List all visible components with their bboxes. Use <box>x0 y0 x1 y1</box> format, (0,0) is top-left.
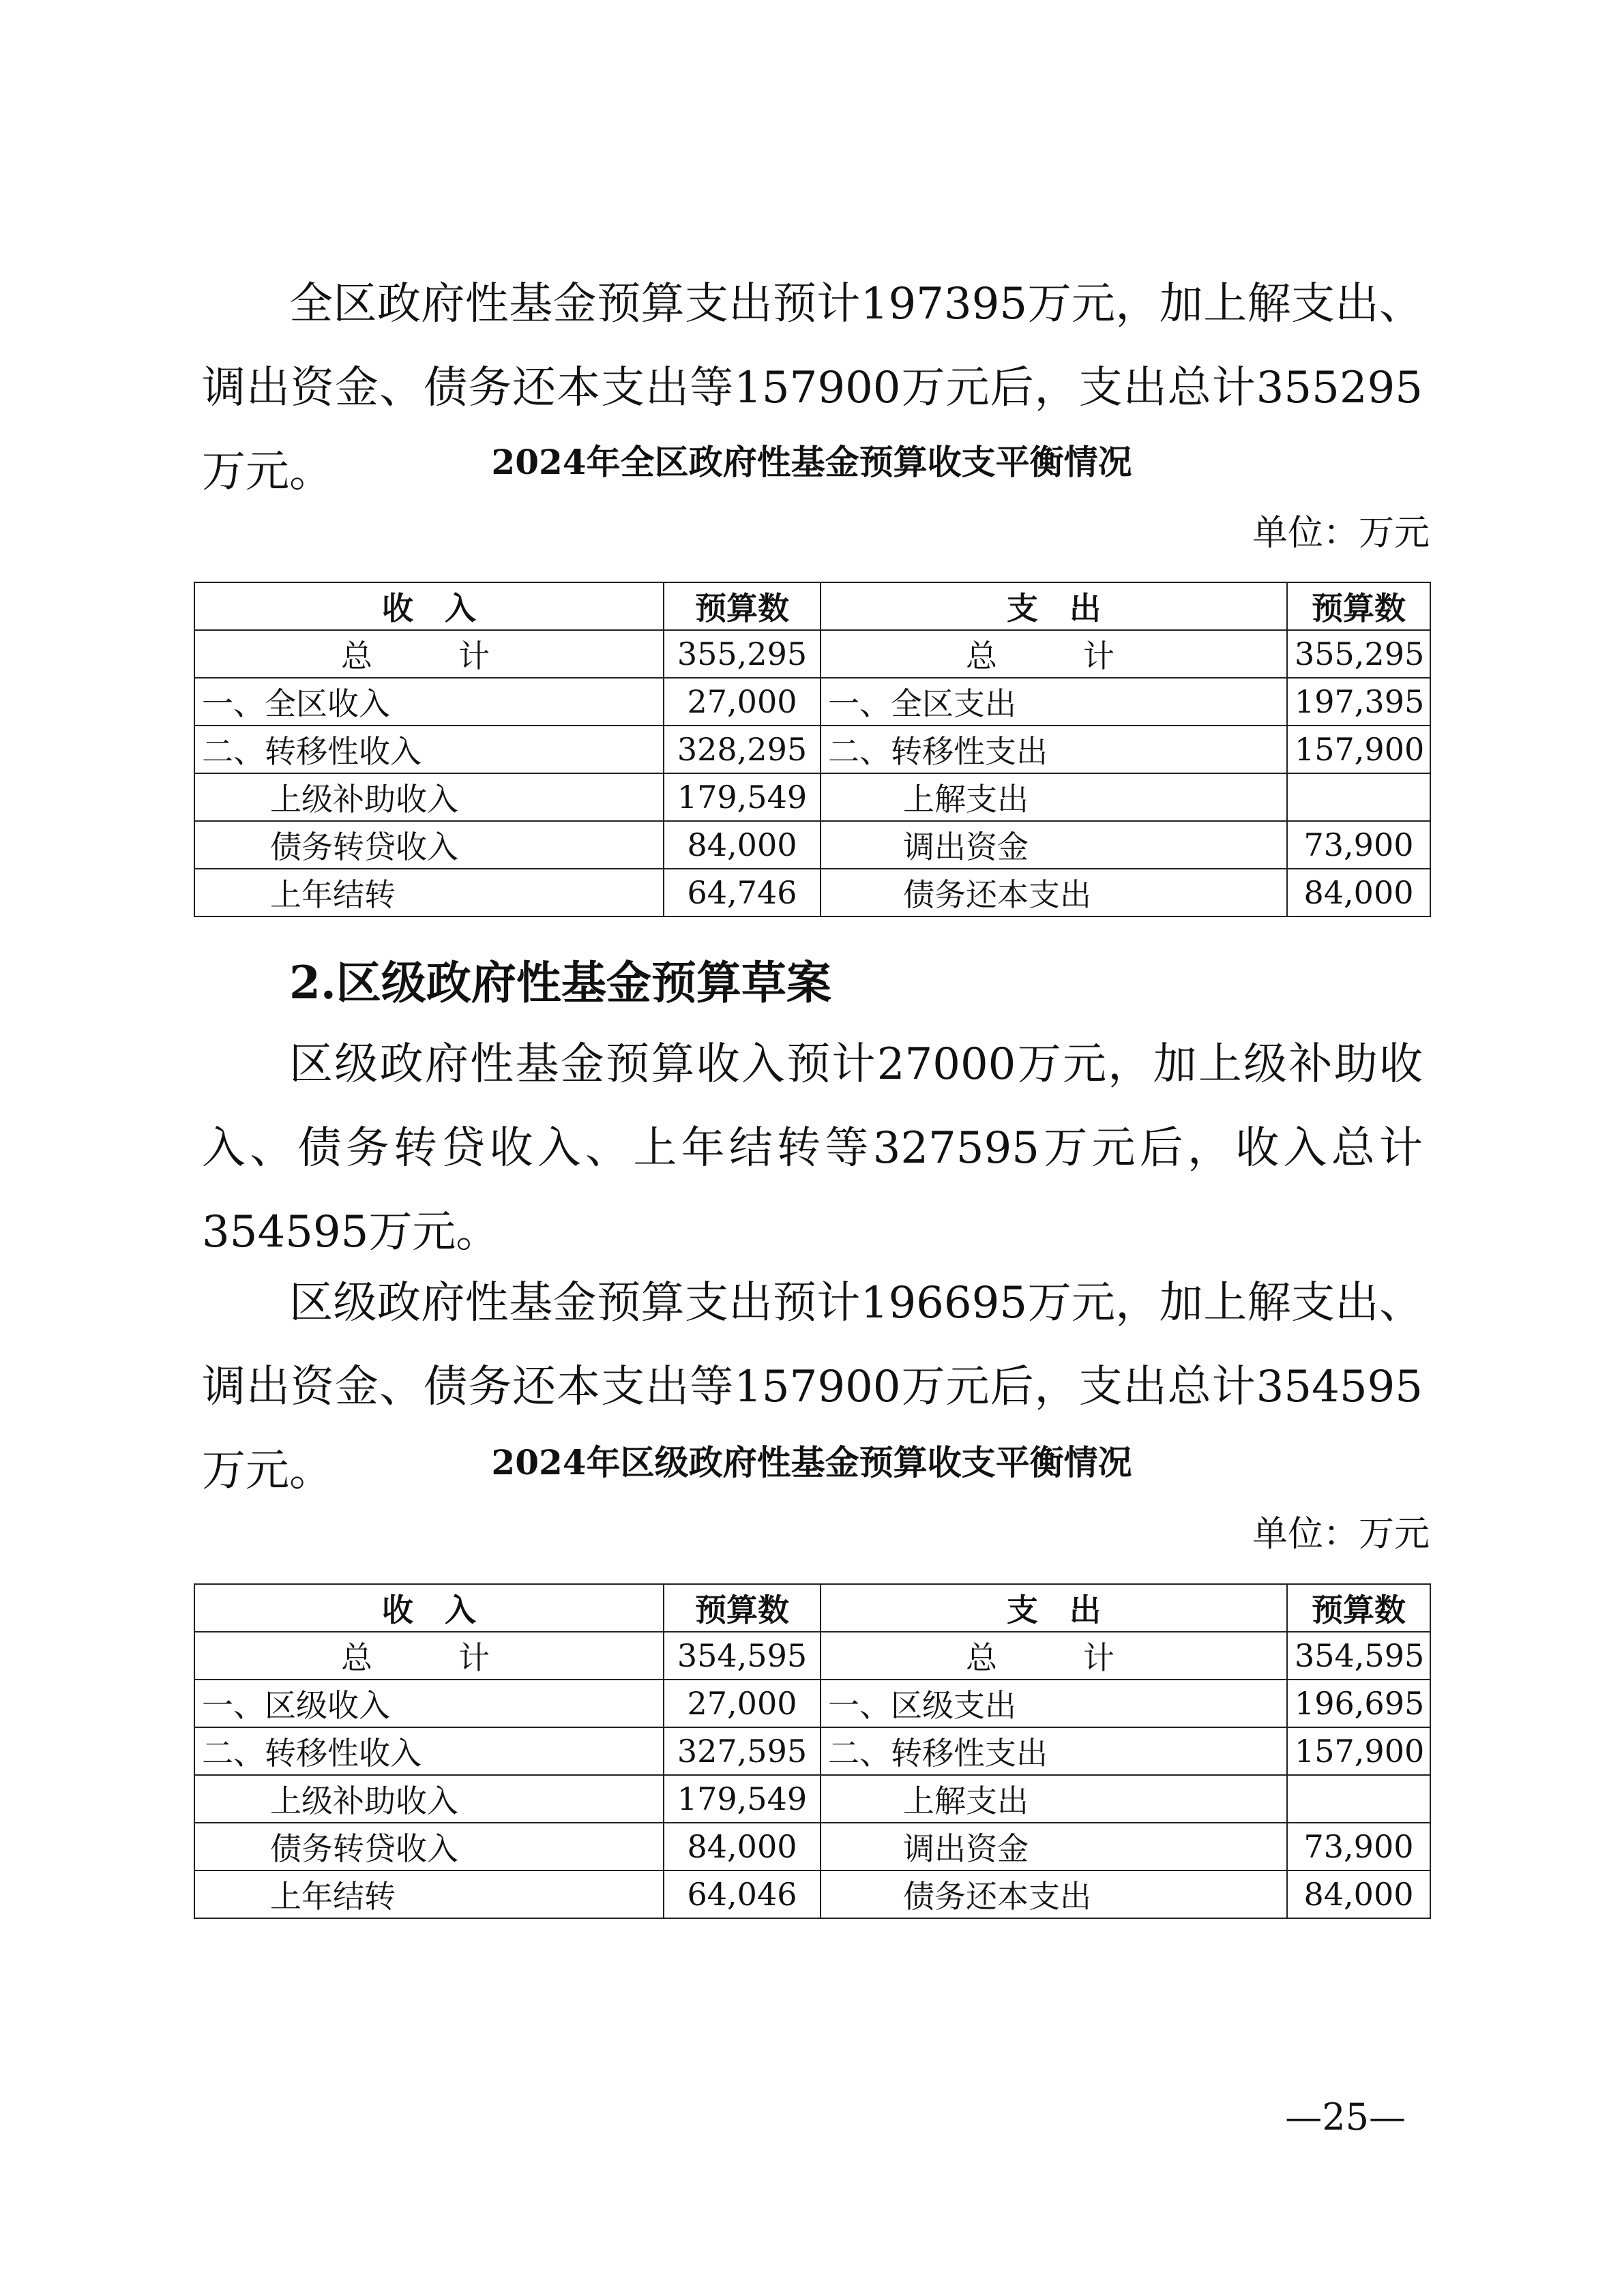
page-number: —25— <box>1285 2096 1406 2138</box>
header-expense: 支 出 <box>821 1584 1287 1632</box>
income-amount: 354,595 <box>664 1632 821 1680</box>
table-row <box>194 678 1430 726</box>
income-item: 二、转移性收入 <box>194 726 664 773</box>
table-row <box>194 773 1430 821</box>
table-row <box>194 1727 1430 1775</box>
expense-item: 一、区级支出 <box>821 1680 1287 1727</box>
section-heading: 2.区级政府性基金预算草案 <box>289 956 831 1009</box>
table-row <box>194 869 1430 916</box>
income-item: 上年结转 <box>194 1870 664 1918</box>
table-header-row <box>194 1584 1430 1632</box>
table-row <box>194 630 1430 678</box>
expense-amount: 355,295 <box>1287 630 1430 678</box>
expense-amount: 84,000 <box>1287 1870 1430 1918</box>
table2-unit: 单位：万元 <box>1252 1514 1430 1555</box>
income-item: 总 计 <box>194 630 664 678</box>
table2-budget-balance <box>194 1583 1431 1919</box>
expense-amount: 157,900 <box>1287 726 1430 773</box>
header-income: 收 入 <box>194 1584 664 1632</box>
income-amount: 355,295 <box>664 630 821 678</box>
expense-amount: 84,000 <box>1287 869 1430 916</box>
income-amount: 64,046 <box>664 1870 821 1918</box>
table-row <box>194 1632 1430 1680</box>
table-row <box>194 1823 1430 1870</box>
income-amount: 27,000 <box>664 678 821 726</box>
income-amount: 84,000 <box>664 821 821 869</box>
expense-amount: 197,395 <box>1287 678 1430 726</box>
income-item: 二、转移性收入 <box>194 1727 664 1775</box>
table-row <box>194 1680 1430 1727</box>
table-header-row <box>194 582 1430 630</box>
table-row <box>194 821 1430 869</box>
income-item: 一、全区收入 <box>194 678 664 726</box>
expense-amount <box>1287 773 1430 821</box>
expense-item: 一、全区支出 <box>821 678 1287 726</box>
expense-amount: 354,595 <box>1287 1632 1430 1680</box>
table-row <box>194 1870 1430 1918</box>
expense-amount <box>1287 1775 1430 1823</box>
header-income-amount: 预算数 <box>664 582 821 630</box>
paragraph-total-expenditure: 全区政府性基金预算支出预计197395万元，加上解支出、调出资金、债务还本支出等157900万元后，支出总计355295万元。 <box>202 279 1423 497</box>
income-amount: 179,549 <box>664 1775 821 1823</box>
expense-amount: 157,900 <box>1287 1727 1430 1775</box>
header-expense: 支 出 <box>821 582 1287 630</box>
income-amount: 327,595 <box>664 1727 821 1775</box>
table1-title: 2024年全区政府性基金预算收支平衡情况 <box>491 442 1132 482</box>
table1-budget-balance <box>194 582 1431 917</box>
header-expense-amount: 预算数 <box>1287 582 1430 630</box>
expense-item: 调出资金 <box>821 1823 1287 1870</box>
expense-amount: 73,900 <box>1287 821 1430 869</box>
expense-item: 上解支出 <box>821 773 1287 821</box>
expense-item: 上解支出 <box>821 1775 1287 1823</box>
header-expense-amount: 预算数 <box>1287 1584 1430 1632</box>
income-amount: 179,549 <box>664 773 821 821</box>
expense-item: 二、转移性支出 <box>821 726 1287 773</box>
income-amount: 64,746 <box>664 869 821 916</box>
table1-unit: 单位：万元 <box>1252 513 1430 554</box>
expense-item: 债务还本支出 <box>821 869 1287 916</box>
header-income-amount: 预算数 <box>664 1584 821 1632</box>
income-item: 一、区级收入 <box>194 1680 664 1727</box>
income-amount: 84,000 <box>664 1823 821 1870</box>
income-item: 上年结转 <box>194 869 664 916</box>
income-amount: 328,295 <box>664 726 821 773</box>
income-item: 债务转贷收入 <box>194 1823 664 1870</box>
table2-title: 2024年区级政府性基金预算收支平衡情况 <box>491 1442 1132 1482</box>
expense-item: 总 计 <box>821 1632 1287 1680</box>
expense-item: 调出资金 <box>821 821 1287 869</box>
expense-amount: 196,695 <box>1287 1680 1430 1727</box>
income-amount: 27,000 <box>664 1680 821 1727</box>
paragraph-district-expenditure: 区级政府性基金预算支出预计196695万元，加上解支出、调出资金、债务还本支出等157900万元后，支出总计354595万元。 <box>202 1278 1423 1496</box>
header-income: 收 入 <box>194 582 664 630</box>
expense-amount: 73,900 <box>1287 1823 1430 1870</box>
income-item: 债务转贷收入 <box>194 821 664 869</box>
expense-item: 债务还本支出 <box>821 1870 1287 1918</box>
table-row <box>194 1775 1430 1823</box>
expense-item: 二、转移性支出 <box>821 1727 1287 1775</box>
income-item: 上级补助收入 <box>194 1775 664 1823</box>
income-item: 上级补助收入 <box>194 773 664 821</box>
paragraph-district-income: 区级政府性基金预算收入预计27000万元，加上级补助收入、债务转贷收入、上年结转等327595万元后，收入总计354595万元。 <box>202 1039 1423 1257</box>
income-item: 总 计 <box>194 1632 664 1680</box>
table-row <box>194 726 1430 773</box>
expense-item: 总 计 <box>821 630 1287 678</box>
